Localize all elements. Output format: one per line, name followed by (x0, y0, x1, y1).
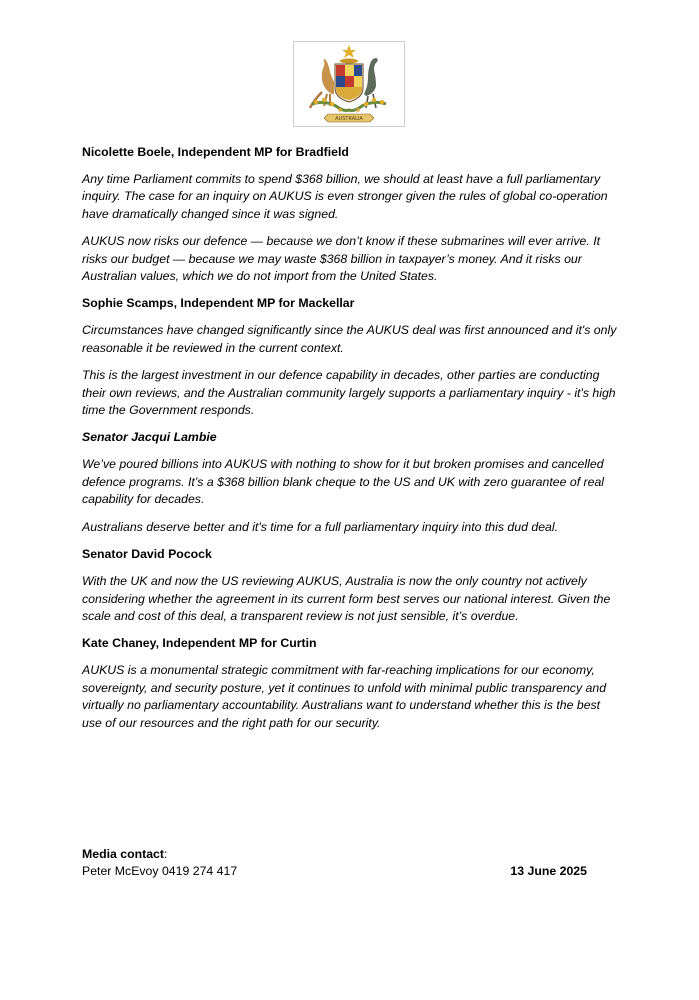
speaker-name: Sophie Scamps, Independent MP for Mackellar (82, 296, 355, 311)
quote-paragraph: We’ve poured billions into AUKUS with nothing to show for it but broken promises and cancelled defence programs. It’s a $368 billion blank cheque to the US and UK with zero guarantee of real capability for decades. (82, 457, 605, 507)
release-date: 13 June 2025 (510, 864, 587, 878)
media-contact (82, 846, 587, 880)
media-contact-label: Media contact (82, 847, 164, 861)
quote-paragraph: AUKUS is a monumental strategic commitment with far-reaching implications for our economy, sovereignty, and security posture, yet it continues to unfold with minimal public transparency and virtually no parliamentary accountability. Australians want to understand whether this is the best use of our resources and the right path for our security. (82, 663, 607, 730)
quote-paragraph: AUKUS now risks our defence — because we don’t know if these submarines will ever arrive. It risks our budget — because we may waste $368 billion in taxpayer’s money. And it risks our Australian values, which we do not import from the United States. (82, 234, 601, 284)
coat-of-arms-logo (293, 41, 405, 127)
media-contact-person: Peter McEvoy 0419 274 417 (82, 864, 238, 878)
media-contact-colon: : (164, 847, 168, 861)
speaker-name: Kate Chaney, Independent MP for Curtin (82, 636, 317, 651)
statements (82, 144, 622, 742)
speaker-name: Nicolette Boele, Independent MP for Bradfield (82, 145, 349, 159)
crest-motto: AUSTRALIA (335, 116, 363, 123)
quote-paragraph: With the UK and now the US reviewing AUKUS, Australia is now the only country not actively considering whether the agreement in its current form best serves our national interest. Given the scale and cost of this deal, a transparent review is not just sensible, it’s overdue. (82, 574, 611, 623)
quote-paragraph: Circumstances have changed significantly since the AUKUS deal was first announced and it's only reasonable it be reviewed in the current context. (82, 323, 617, 355)
quote-paragraph: Any time Parliament commits to spend $368 billion, we should at least have a full parliamentary inquiry. The case for an inquiry on AUKUS is even stronger given the rules of global co-operation have dramatically changed since it was signed. (82, 172, 608, 221)
speaker-name: Senator Jacqui Lambie (82, 430, 217, 445)
speaker-name: Senator David Pocock (82, 547, 212, 562)
australian-coat-of-arms-icon (294, 42, 404, 126)
quote-paragraph: Australians deserve better and it's time for a full parliamentary inquiry into this dud deal. (82, 519, 559, 534)
quote-paragraph: This is the largest investment in our defence capability in decades, other parties are conducting their own reviews, and the Australian community largely supports a parliamentary inquiry - it's high time the Government responds. (82, 368, 616, 418)
